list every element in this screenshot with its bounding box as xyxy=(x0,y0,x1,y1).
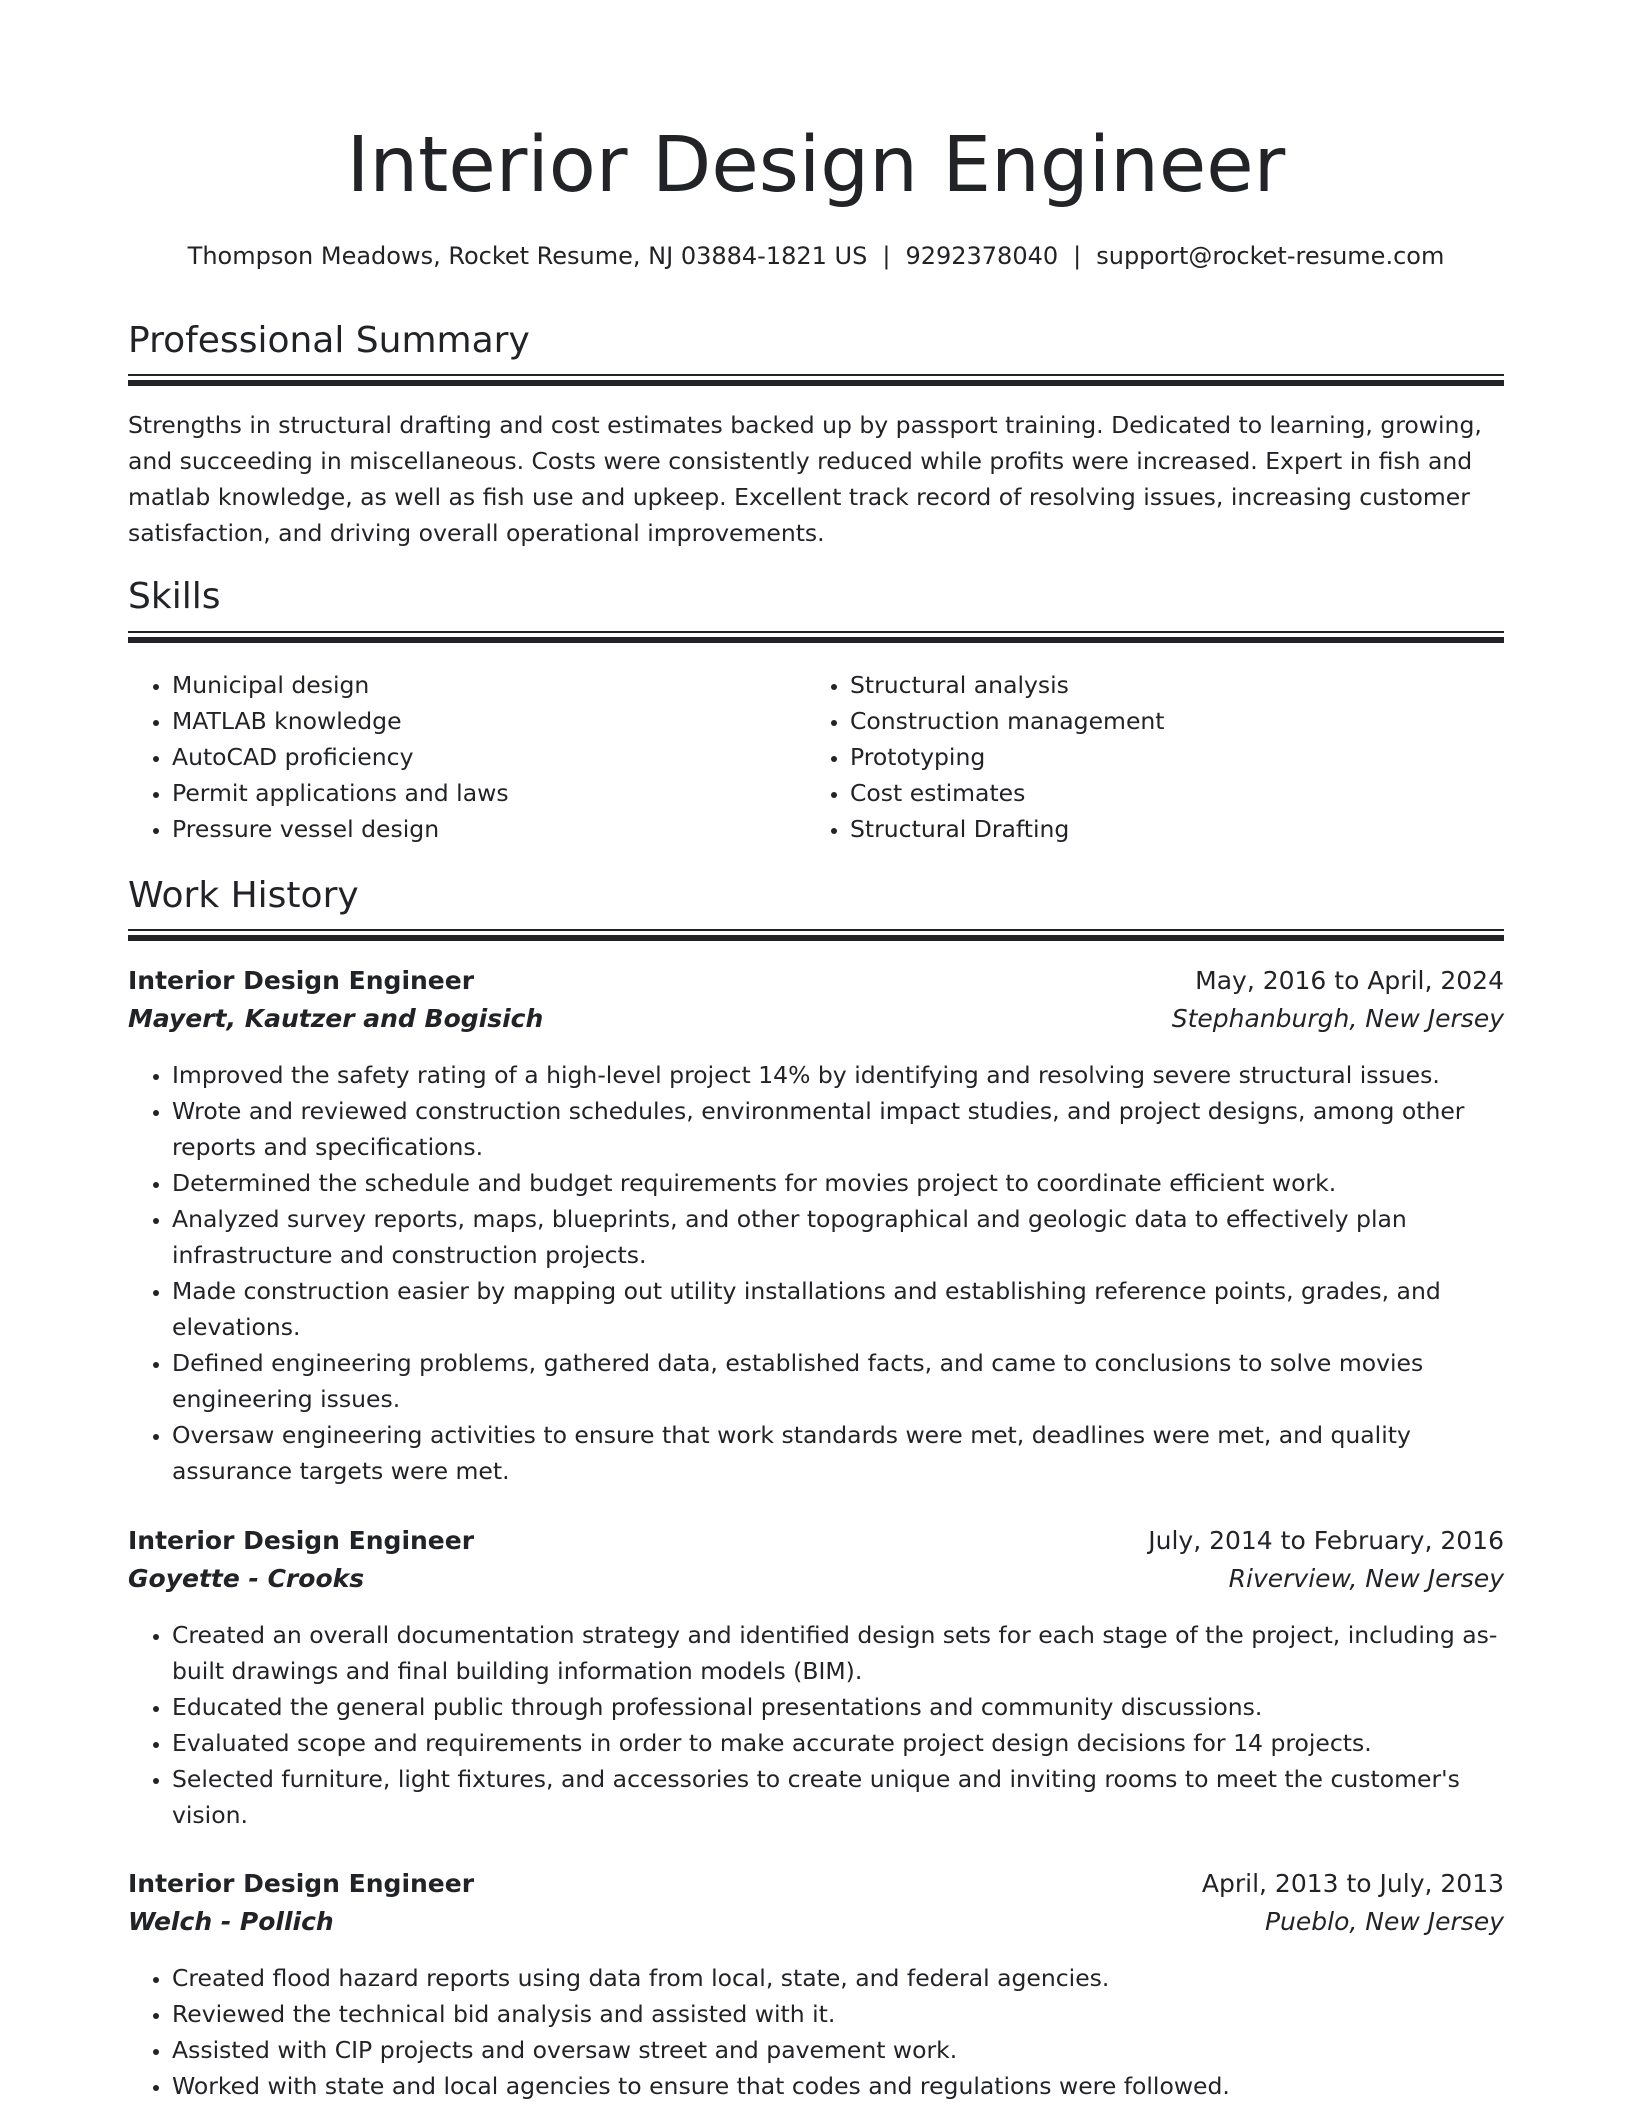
job-bullet: • Made construction easier by mapping out utility installations and establishing reference points, grades, and elevations. xyxy=(172,1273,1504,1345)
job-bullet: • Selected furniture, light fixtures, and accessories to create unique and inviting rooms to meet the customer's vision. xyxy=(172,1761,1504,1833)
skills-column-right xyxy=(806,667,1504,847)
job-bullet: • Educated the general public through professional presentations and community discussions. xyxy=(172,1689,1504,1725)
job-bullet: • Oversaw engineering activities to ensure that work standards were met, deadlines were met, and quality assurance targets were met. xyxy=(172,1417,1504,1489)
job-dates: July, 2014 to February, 2016 xyxy=(1148,1526,1504,1555)
job-bullet: • Assisted with CIP projects and oversaw street and pavement work. xyxy=(172,2032,1504,2068)
contact-separator: | xyxy=(1073,242,1082,270)
section-title-summary: Professional Summary xyxy=(128,320,530,361)
skill-item: • MATLAB knowledge xyxy=(172,703,798,739)
job-bullet: • Wrote and reviewed construction schedules, environmental impact studies, and project designs, among other reports and specifications. xyxy=(172,1093,1504,1165)
job-bullet: • Determined the schedule and budget requirements for movies project to coordinate efficient work. xyxy=(172,1165,1504,1201)
job-location: Pueblo, New Jersey xyxy=(1264,1907,1504,1936)
skill-item: • Prototyping xyxy=(850,739,1504,775)
section-divider xyxy=(128,929,1504,942)
job-bullet: • Improved the safety rating of a high-level project 14% by identifying and resolving severe structural issues. xyxy=(172,1057,1504,1093)
skill-item: • Cost estimates xyxy=(850,775,1504,811)
section-divider xyxy=(128,374,1504,387)
job-bullet: • Created an overall documentation strategy and identified design sets for each stage of the project, including as-built drawings and final building information models (BIM). xyxy=(172,1617,1504,1689)
skills-column-left xyxy=(128,667,798,847)
job-dates: April, 2013 to July, 2013 xyxy=(1201,1869,1504,1898)
contact-phone[interactable]: 9292378040 xyxy=(905,242,1059,270)
job-company: Mayert, Kautzer and Bogisich xyxy=(128,1004,544,1033)
job-company: Welch - Pollich xyxy=(128,1907,334,1936)
job-title: Interior Design Engineer xyxy=(128,1526,475,1555)
job-bullet: • Reviewed the technical bid analysis and assisted with it. xyxy=(172,1996,1504,2032)
contact-line xyxy=(88,238,1544,274)
job-bullet: • Defined engineering problems, gathered data, established facts, and came to conclusions to solve movies engineering issues. xyxy=(172,1345,1504,1417)
job-title: Interior Design Engineer xyxy=(128,966,475,995)
section-title-work-history: Work History xyxy=(128,875,359,916)
job-bullet-list xyxy=(128,1617,1504,1833)
job-location: Riverview, New Jersey xyxy=(1228,1564,1504,1593)
skill-item: • Structural Drafting xyxy=(850,811,1504,847)
job-bullet: • Evaluated scope and requirements in order to make accurate project design decisions for 14 projects. xyxy=(172,1725,1504,1761)
contact-separator: | xyxy=(882,242,891,270)
skill-item: • Permit applications and laws xyxy=(172,775,798,811)
contact-email[interactable]: support@rocket-resume.com xyxy=(1096,242,1445,270)
section-title-skills: Skills xyxy=(128,576,221,617)
contact-address: Thompson Meadows, Rocket Resume, NJ 03884-1821 US xyxy=(187,242,868,270)
resume-name: Interior Design Engineer xyxy=(346,121,1286,210)
job-dates: May, 2016 to April, 2024 xyxy=(1195,966,1504,995)
skill-item: • Pressure vessel design xyxy=(172,811,798,847)
skill-item: • Construction management xyxy=(850,703,1504,739)
skill-item: • Structural analysis xyxy=(850,667,1504,703)
job-bullet-list xyxy=(128,1057,1504,1489)
job-bullet: • Created flood hazard reports using data from local, state, and federal agencies. xyxy=(172,1960,1504,1996)
summary-text: Strengths in structural drafting and cost estimates backed up by passport training. Dedicated to learning, growing, and succeeding in miscellaneous. Costs were consistently reduced while profits were increased. Expert in fish and matlab knowledge, as well as fish use and upkeep. Excellent track record of resolving issues, increasing customer satisfaction, and driving overall operational improvements. xyxy=(128,411,1482,547)
job-bullet: • Worked with state and local agencies to ensure that codes and regulations were followed. xyxy=(172,2068,1504,2104)
job-location: Stephanburgh, New Jersey xyxy=(1171,1004,1504,1033)
job-bullet-list xyxy=(128,1960,1504,2104)
skill-item: • AutoCAD proficiency xyxy=(172,739,798,775)
job-bullet: • Analyzed survey reports, maps, blueprints, and other topographical and geologic data to effectively plan infrastructure and construction projects. xyxy=(172,1201,1504,1273)
section-divider xyxy=(128,631,1504,644)
skill-item: • Municipal design xyxy=(172,667,798,703)
job-title: Interior Design Engineer xyxy=(128,1869,475,1898)
job-company: Goyette - Crooks xyxy=(128,1564,365,1593)
